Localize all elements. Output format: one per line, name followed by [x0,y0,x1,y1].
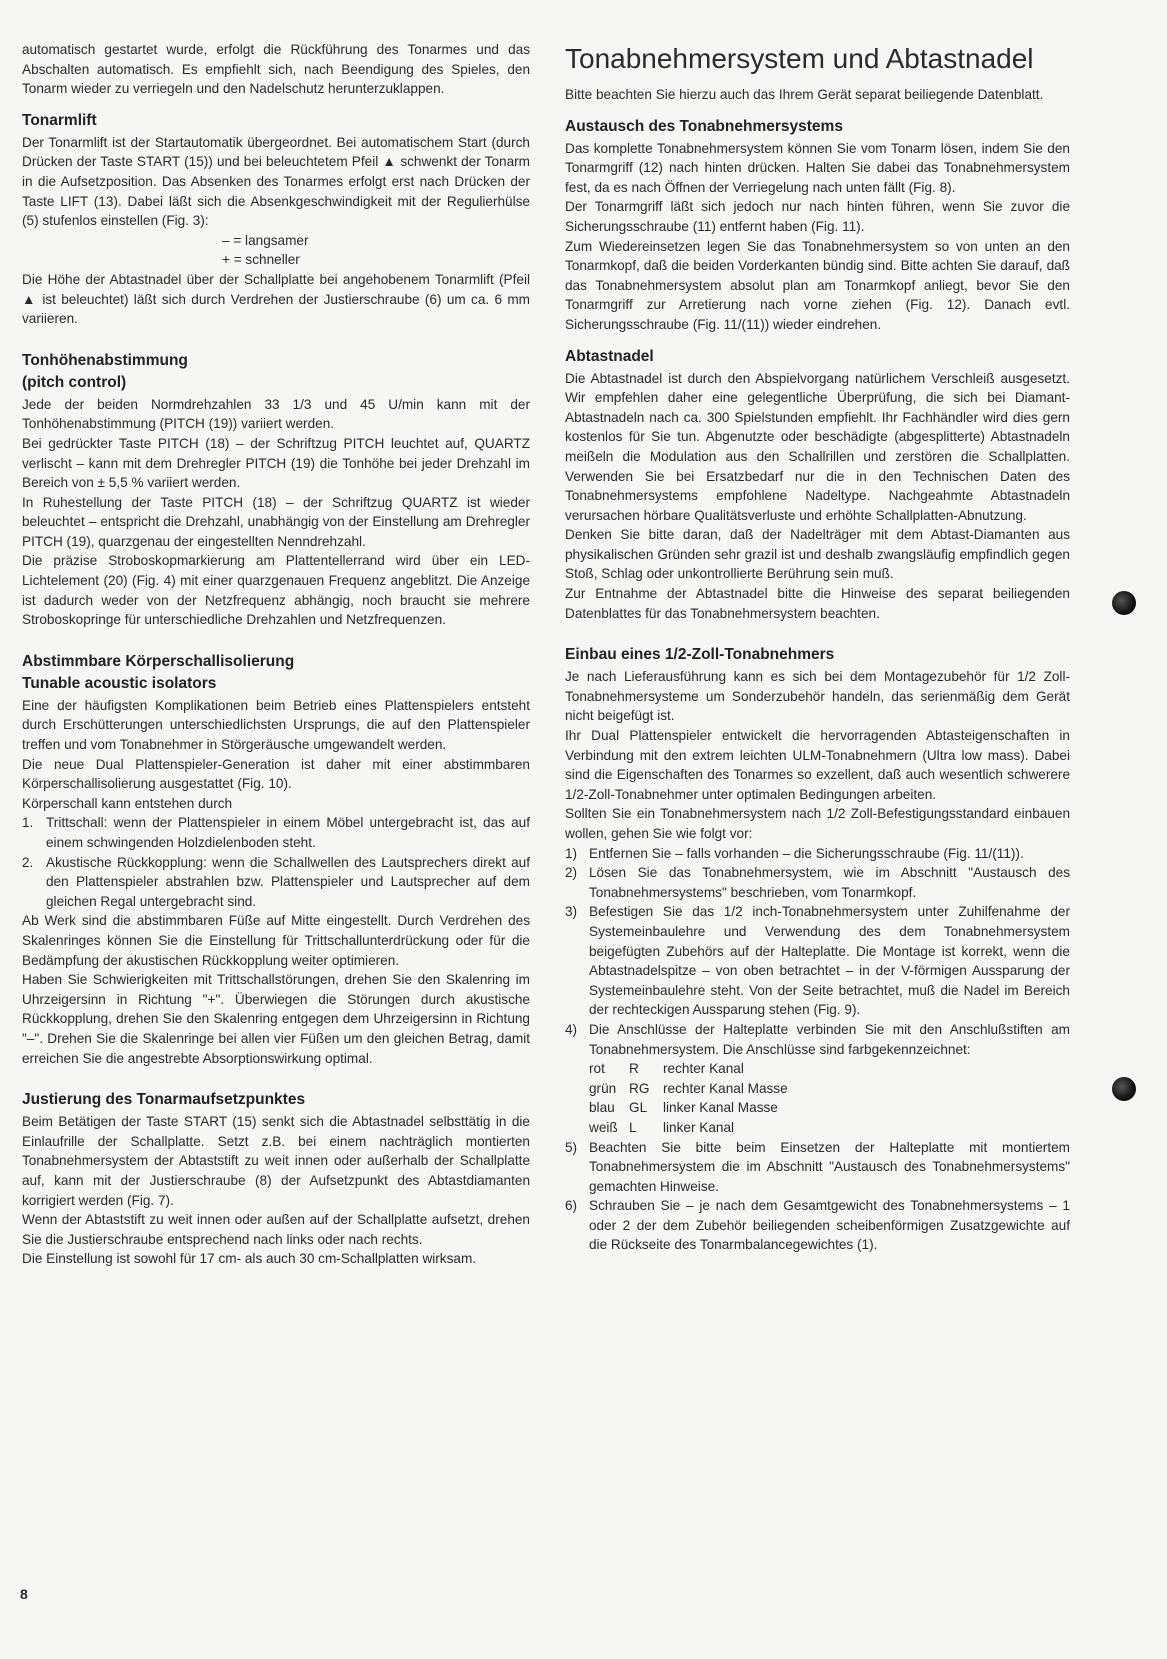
list-item: 5) Beachten Sie bitte beim Einsetzen der Halteplatte mit montiertem Tonabnehmersystem die im Abschnitt "Austausch des Tonabnehmersystems" gemachten Hinweise. [565,1139,1070,1194]
isolation-paragraph-2: Die neue Dual Plattenspieler-Generation ist daher mit einer abstimmbaren Körperschallisolierung ausgestattet (Fig. 10). [22,756,530,792]
justierung-paragraph-3: Die Einstellung ist sowohl für 17 cm- als auch 30 cm-Schallplatten wirksam. [22,1251,477,1267]
abtastnadel-paragraph-3: Zur Entnahme der Abtastnadel bitte die Hinweise des separat beiliegenden Datenblattes für das Tonabnehmersystem beachten. [565,586,1070,621]
pitch-paragraph-3: In Ruhestellung der Taste PITCH (18) – der Schriftzug QUARTZ ist wieder beleuchtet – entspricht die Drehzahl, unabhängig von der Einstellung am Drehregler PITCH (19), quarzgenau der eingestellten Nenndrehzahl. [22,494,530,549]
heading-justierung: Justierung des Tonarmaufsetzpunktes [22,1091,306,1109]
heading-pitch-line-1: Tonhöhenabstimmung [22,351,188,369]
heading-austausch: Austausch des Tonabnehmersystems [565,117,843,135]
list-item: 3) Befestigen Sie das 1/2 inch-Tonabnehmersystem unter Zuhilfenahme der Systemeinbaulehre und Verwendung des dem Tonabnehmersystem beigefügten Zubehörs auf der Halteplatte. Die Montage ist korrekt, wenn die Abtastnadelspitze – von oben betrachtet – in der V-förmigen Aussparung der Systemeinbaulehre steht. Von der Seite betrachtet, muß die Nadel im Bereich der rechteckigen Aussparung stehen (Fig. 9). [565,904,1070,1018]
tonarmlift-paragraph-2: Die Höhe der Abtastnadel über der Schallplatte bei angehobenem Tonarmlift (Pfeil ▲ ist beleuchtet) läßt sich durch Verdrehen der Justierschraube (6) um ca. 6 mm variieren. [22,271,530,327]
list-item: 2) Lösen Sie das Tonabnehmersystem, wie im Abschnitt "Austausch des Tonabnehmersystems" beschrieben, vom Tonarmkopf. [565,865,1070,900]
austausch-paragraph-3: Zum Wiedereinsetzen legen Sie das Tonabnehmersystem so von unten an den Tonarmkopf, daß die beiden Vorderkanten bündig sind. Bitte achten Sie darauf, daß das Tonabnehmersystem absolut plan am Tonarmkopf anliegt, bevor Sie den Tonarmgriff zur Arretierung nach vorne ziehen (Fig. 12). Danach evtl. Sicherungsschraube (Fig. 11/(11)) wieder eindrehen. [565,238,1070,332]
page-title: Tonabnehmersystem und Abtastnadel [565,43,1034,74]
pitch-paragraph-1: Jede der beiden Normdrehzahlen 33 1/3 und 45 U/min kann mit der Tonhöhenabstimmung (PITCH (19)) variiert werden. [22,396,530,432]
isolation-paragraph-4: Ab Werk sind die abstimmbaren Füße auf Mitte eingestellt. Durch Verdrehen des Skalenringes können Sie die Einstellung für Trittschallunterdrückung oder für die Bedämpfung der akustischen Rückkopplung weiter optimieren. [22,913,530,968]
heading-abtastnadel: Abtastnadel [565,347,654,365]
list-item: 1) Entfernen Sie – falls vorhanden – die Sicherungsschraube (Fig. 11/(11)). [565,845,1024,861]
list-item: 4) Die Anschlüsse der Halteplatte verbinden Sie mit den Anschlußstiften am Tonabnehmersystem. Die Anschlüsse sind farbgekennzeichnet: [565,1021,1070,1057]
binder-hole-icon [1112,1077,1136,1101]
justierung-paragraph-2: Wenn der Abtaststift zu weit innen oder außen auf der Schallplatte aufsetzt, drehen Sie die Justierschraube entsprechend nach links oder nach rechts. [22,1212,530,1247]
pitch-paragraph-2: Bei gedrückter Taste PITCH (18) – der Schriftzug PITCH leuchtet auf, QUARTZ verlischt – kann mit dem Drehregler PITCH (19) die Tonhöhe bei jeder Drehzahl im Bereich von ± 5,5 % variiert werden. [22,435,530,491]
list-item: 1. Trittschall: wenn der Plattenspieler in einem Möbel untergebracht ist, das auf einem schwingenden Holzdielenboden steht. [22,815,530,850]
einbau-steps-list [565,844,1070,1060]
left-column [22,40,530,1269]
wire-color-row: blau GL linker Kanal Masse [589,1100,778,1116]
heading-isolation-line-2: Tunable acoustic isolators [22,674,217,692]
justierung-paragraph-1: Beim Betätigen der Taste START (15) senkt sich die Abtastnadel selbsttätig in die Einlaufrille der Schallplatte. Setzt z.B. bei einem nachträglich montierten Tonabnehmersystem der Abtaststift zu weit innen oder außerhalb der Schallplatte auf, kann mit der Justierschraube (8) der Aufsetzpunkt des Abtastdiamanten korrigiert werden (Fig. 7). [22,1114,530,1208]
heading-isolation-line-1: Abstimmbare Körperschallisolierung [22,652,295,670]
page-subtitle: Bitte beachten Sie hierzu auch das Ihrem Gerät separat beiliegende Datenblatt. [565,87,1044,102]
pitch-paragraph-4: Die präzise Stroboskopmarkierung am Plattentellerrand wird über ein LED-Lichtelement (20) (Fig. 4) mit einer quarzgenauen Frequenz angeblitzt. Die Anzeige ist dadurch weder von der Netzfrequenz abhängig, noch braucht sie mehrere Stroboskopringe für unterschiedliche Drehzahlen und Netzfrequenzen. [22,553,530,628]
heading-pitch-line-2: (pitch control) [22,373,127,391]
isolation-paragraph-3: Körperschall kann entstehen durch [22,795,233,811]
wire-color-row: weiß L linker Kanal [589,1119,735,1135]
einbau-paragraph-1: Je nach Lieferausführung kann es sich bei dem Montagezubehör für 1/2 Zoll-Tonabnehmersysteme um Sonderzubehör handeln, das serienmäßig dem Gerät nicht beigefügt ist. [565,669,1070,724]
heading-tonarmlift: Tonarmlift [22,111,97,129]
heading-einbau: Einbau eines 1/2-Zoll-Tonabnehmers [565,646,835,664]
wire-color-row: rot R rechter Kanal [589,1061,744,1077]
isolation-paragraph-5: Haben Sie Schwierigkeiten mit Trittschallstörungen, drehen Sie den Skalenring im Uhrzeigersinn in Richtung "+". Überwiegen die Störungen durch akustische Rückkopplung, drehen Sie den Skalenring entgegen dem Uhrzeigersinn in Richtung "–". Drehen Sie die Skalenringe bei allen vier Füßen um den gleichen Betrag, damit erreichen Sie die angestrebte Absorptionswirkung optimal. [22,972,530,1066]
intro-paragraph: automatisch gestartet wurde, erfolgt die Rückführung des Tonarmes und das Abschalten automatisch. Es empfiehlt sich, nach Beendigung des Spieles, den Tonarm wieder zu verriegeln und den Nadelschutz herunterzuklappen. [22,42,530,97]
list-item: 6) Schrauben Sie – je nach dem Gesamtgewicht des Tonabnehmersystems – 1 oder 2 der dem Zubehör beiliegenden scheibenförmigen Zusatzgewichte auf die Rückseite des Tonarmbalancegewichtes (1). [565,1198,1070,1253]
einbau-paragraph-3: Sollten Sie ein Tonabnehmersystem nach 1/2 Zoll-Befestigungsstandard einbauen wollen, gehen Sie wie folgt vor: [565,806,1070,841]
einbau-paragraph-2: Ihr Dual Plattenspieler entwickelt die hervorragenden Abtasteigenschaften in Verbindung mit den extrem leichten ULM-Tonabnehmern (Ultra low mass). Dabei sind die Eigenschaften des Tonarmes so exzellent, daß auch wesentlich schwerere 1/2-Zoll-Tonabnehmer unter optimalen Bedingungen arbeiten. [565,728,1070,802]
list-item: 2. Akustische Rückkopplung: wenn die Schallwellen des Lautsprechers direkt auf den Plattenspieler abstrahlen bzw. Plattenspieler und Lautsprecher auf dem gleichen Regal untergebracht sind. [22,854,530,909]
wire-color-table [565,1059,1070,1137]
austausch-paragraph-1: Das komplette Tonabnehmersystem können Sie vom Tonarm lösen, indem Sie den Tonarmgriff (12) nach hinten drücken. Halten Sie dabei das Tonabnehmersystem fest, da es nach Öffnen der Verriegelung nach unten fällt (Fig. 8). [565,140,1070,195]
speed-plus-line: + = schneller [222,252,300,268]
wire-color-row: grün RG rechter Kanal Masse [589,1080,788,1096]
abtastnadel-paragraph-1: Die Abtastnadel ist durch den Abspielvorgang natürlichem Verschleiß ausgesetzt. Wir empfehlen daher eine gelegentliche Überprüfung, die sich bei Diamant-Abtastnadeln nach ca. 300 Spielstunden empfiehlt. Ihr Fachhändler wird dies gern kostenlos für Sie tun. Abgenutzte oder beschädigte (abgesplitterte) Abtastnadeln meißeln die Modulation aus den Schallrillen und zerstören die Schallplatten. Verwenden Sie bei Ersatzbedarf nur die in den Technischen Daten des Tonabnehmersystems empfohlene Nadeltype. Nachgeahmte Abtastnadeln verursachen hörbare Qualitätsverluste und erhöhte Schallplatten-Abnutzung. [565,370,1070,523]
isolation-list [22,813,530,911]
austausch-paragraph-2: Der Tonarmgriff läßt sich jedoch nur nach hinten führen, wenn Sie zuvor die Sicherungsschraube (11) entfernt haben (Fig. 11). [565,199,1070,234]
abtastnadel-paragraph-2: Denken Sie bitte daran, daß der Nadelträger mit dem Abtast-Diamanten aus physikalischen Gründen sehr grazil ist und deshalb zwangsläufig empfindlich gegen Stoß, Schlag oder unkontrollierte Berührung sein muß. [565,527,1070,582]
tonarmlift-paragraph-1: Der Tonarmlift ist der Startautomatik übergeordnet. Bei automatischem Start (durch Drücken der Taste START (15)) und bei beleuchtetem Pfeil ▲ schwenkt der Tonarm in die Aufsetzposition. Das Absenken des Tonarmes erfolgt erst nach Drücken der Taste LIFT (13). Dabei läßt sich die Absenkgeschwindigkeit mit der Regulierhülse (5) stufenlos einstellen (Fig. 3): [22,134,530,229]
speed-minus-line: – = langsamer [222,232,309,248]
right-column [565,42,1070,1255]
page-number: 8 [20,1586,28,1602]
einbau-steps-list-continued [565,1138,1070,1256]
isolation-paragraph-1: Eine der häufigsten Komplikationen beim Betrieb eines Plattenspielers entsteht durch Erschütterungen unterschiedlichsten Ursprungs, die auf den Plattenspieler treffen und vom Tonabnehmer in Störgeräusche umgewandelt werden. [22,697,530,753]
binder-hole-icon [1112,591,1136,615]
